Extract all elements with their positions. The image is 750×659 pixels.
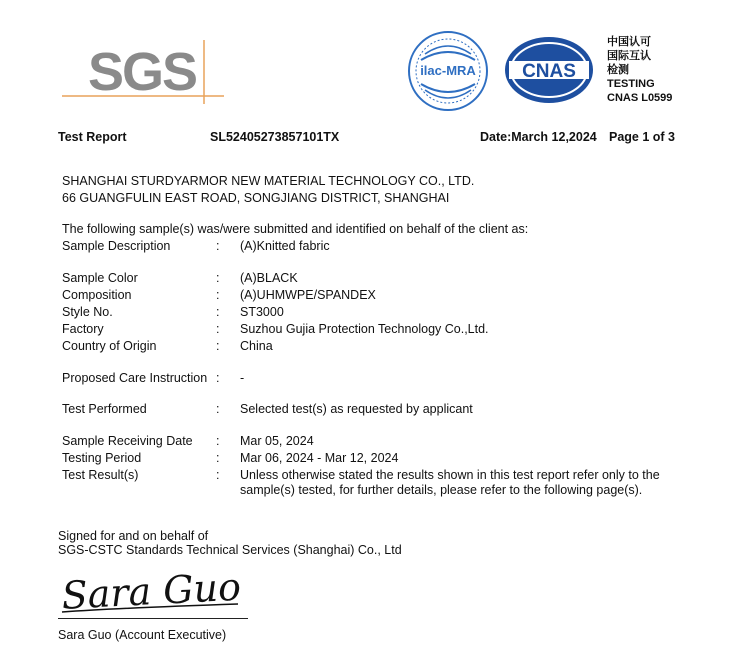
field-label: Composition <box>62 288 132 302</box>
field-label: Test Performed <box>62 402 147 416</box>
field-label: Sample Receiving Date <box>62 434 193 448</box>
field-value: (A)Knitted fabric <box>240 239 330 253</box>
report-number: SL52405273857101TX <box>210 130 340 144</box>
field-value: ST3000 <box>240 305 284 319</box>
field-value: Suzhou Gujia Protection Technology Co.,Ltd. <box>240 322 489 336</box>
field-colon: : <box>216 402 220 416</box>
page-number: Page 1 of 3 <box>609 130 675 144</box>
cnas-text-line: TESTING <box>607 78 655 90</box>
signatory-name: Sara Guo (Account Executive) <box>58 628 227 642</box>
field-colon: : <box>216 371 220 385</box>
field-value: sample(s) tested, for further details, please refer to the following page(s). <box>240 483 643 497</box>
field-colon: : <box>216 239 220 253</box>
field-label: Sample Color <box>62 271 138 285</box>
client-address: 66 GUANGFULIN EAST ROAD, SONGJIANG DISTRICT, SHANGHAI <box>62 191 450 205</box>
field-label: Testing Period <box>62 451 142 465</box>
field-label: Sample Description <box>62 239 171 253</box>
field-colon: : <box>216 288 220 302</box>
field-value: (A)BLACK <box>240 271 298 285</box>
ilac-mra-text: ilac-MRA <box>420 63 476 78</box>
field-value: - <box>240 371 245 385</box>
cnas-text-line: 国际互认 <box>607 50 651 62</box>
field-colon: : <box>216 305 220 319</box>
report-title: Test Report <box>58 130 127 144</box>
field-value: Selected test(s) as requested by applicant <box>240 402 473 416</box>
field-colon: : <box>216 339 220 353</box>
cnas-text-line: 中国认可 <box>607 36 651 48</box>
sgs-logo-text: SGS <box>88 42 197 102</box>
field-colon: : <box>216 451 220 465</box>
handwritten-signature <box>58 560 248 620</box>
sgs-logo <box>58 36 228 108</box>
field-label: Style No. <box>62 305 113 319</box>
cnas-text-line: 检测 <box>607 64 629 76</box>
cnas-accreditation-text <box>607 35 672 105</box>
cnas-logo-text: CNAS <box>522 61 576 82</box>
field-label: Test Result(s) <box>62 468 139 482</box>
field-colon: : <box>216 434 220 448</box>
cnas-logo <box>503 35 595 105</box>
field-colon: : <box>216 468 220 482</box>
intro-text: The following sample(s) was/were submitted and identified on behalf of the client as: <box>62 222 529 236</box>
signature-line <box>58 618 248 619</box>
field-label: Factory <box>62 322 104 336</box>
field-value: Mar 05, 2024 <box>240 434 314 448</box>
field-label: Country of Origin <box>62 339 157 353</box>
signing-company: SGS-CSTC Standards Technical Services (Shanghai) Co., Ltd <box>58 543 402 557</box>
field-colon: : <box>216 271 220 285</box>
ilac-mra-logo <box>407 30 489 112</box>
field-value: (A)UHMWPE/SPANDEX <box>240 288 376 302</box>
field-value: Mar 06, 2024 - Mar 12, 2024 <box>240 451 399 465</box>
report-date: Date:March 12,2024 <box>480 130 597 144</box>
signed-for-text: Signed for and on behalf of <box>58 529 209 543</box>
field-colon: : <box>216 322 220 336</box>
field-label: Proposed Care Instruction <box>62 371 208 385</box>
cnas-text-line: CNAS L0599 <box>607 92 673 104</box>
field-value: China <box>240 339 273 353</box>
signature-text: Sara Guo <box>60 564 242 618</box>
field-value: Unless otherwise stated the results shown in this test report refer only to the <box>240 468 660 482</box>
client-name: SHANGHAI STURDYARMOR NEW MATERIAL TECHNOLOGY CO., LTD. <box>62 174 475 188</box>
